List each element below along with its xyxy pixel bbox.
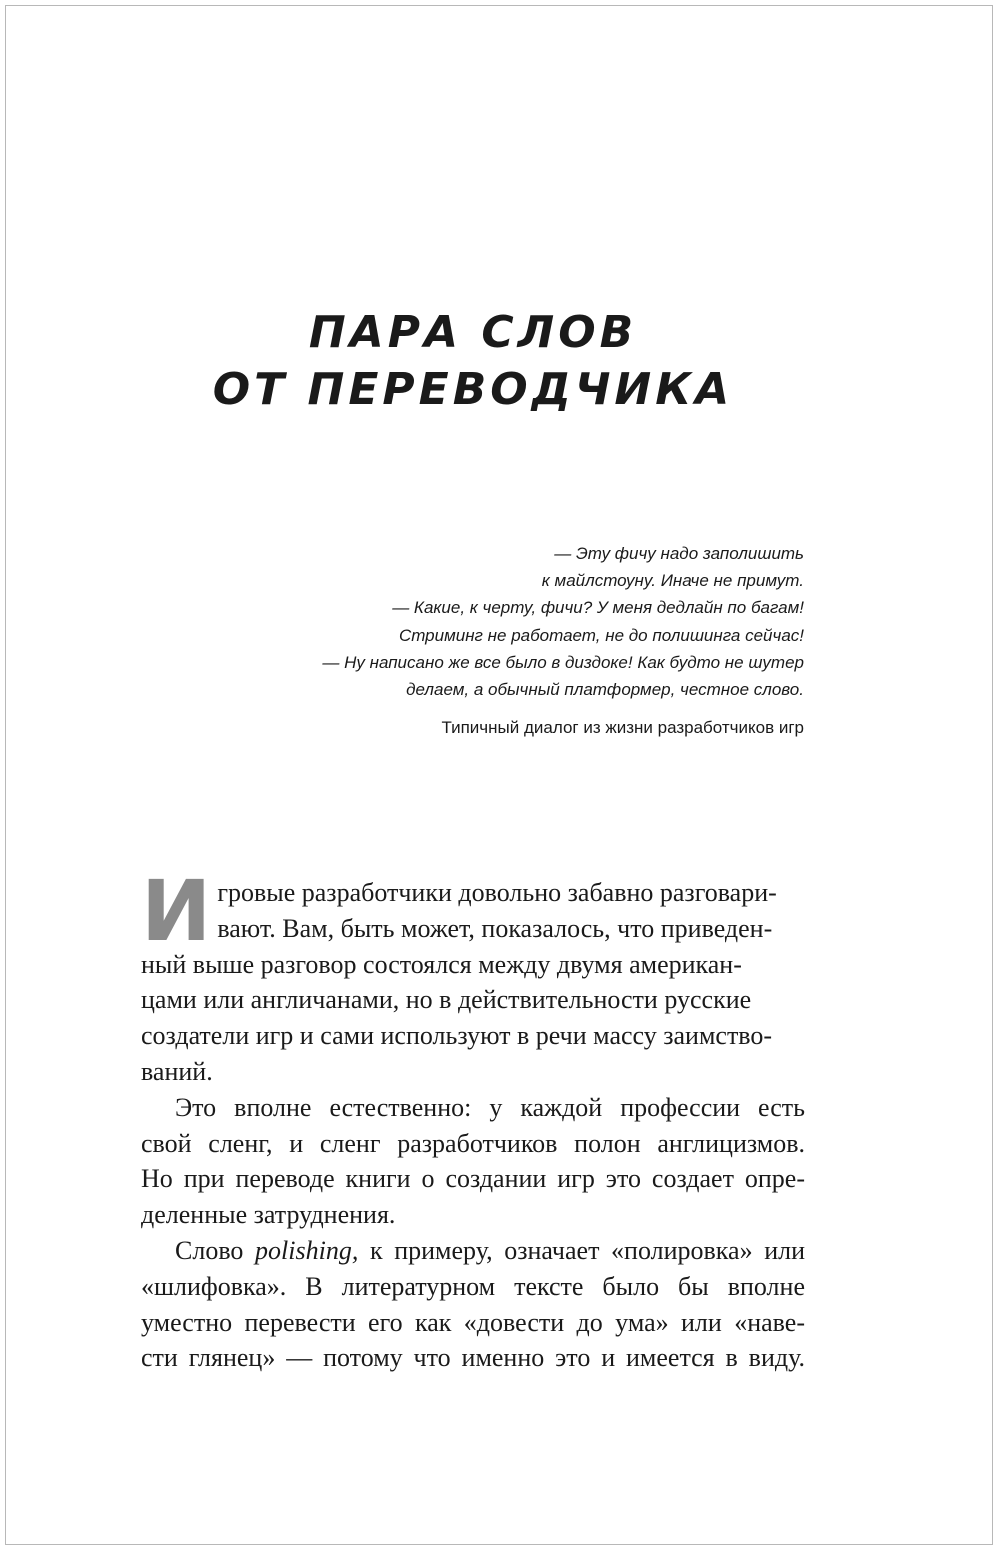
- epigraph-line: — Эту фичу надо заполишить: [554, 544, 804, 563]
- paragraph-line: [141, 1233, 805, 1269]
- paragraph-line: сти глянец» — потому что именно это и имеется в виду.: [141, 1343, 805, 1373]
- paragraph-line: гровые разработчики довольно забавно разговари-: [217, 878, 777, 907]
- paragraph-line: ваний.: [141, 1056, 213, 1086]
- epigraph-line: делаем, а обычный платформер, честное слово.: [406, 680, 804, 700]
- paragraph-line: свой сленг, и сленг разработчиков полон англицизмов.: [141, 1128, 805, 1158]
- paragraph-3: [141, 1233, 805, 1376]
- paragraph-line: создатели игр и сами используют в речи массу заимство-: [141, 1021, 773, 1051]
- epigraph-line: — Какие, к черту, фичи? У меня дедлайн по багам!: [392, 598, 804, 618]
- epigraph-line: к майлстоуну. Иначе не примут.: [541, 571, 804, 591]
- epigraph-line: — Ну написано же все было в диздоке! Как будто не шутер: [322, 652, 804, 672]
- paragraph-line: «шлифовка». В литературном тексте было бы вполне: [141, 1271, 805, 1301]
- chapter-title-line-1: ПАРА СЛОВ: [308, 307, 638, 358]
- paragraph-line: Это вполне естественно: у каждой профессии есть: [175, 1092, 805, 1122]
- paragraph-line: уместно перевести его как «довести до ума» или «наве-: [141, 1307, 805, 1337]
- paragraph-text: Слово: [175, 1235, 256, 1265]
- chapter-title: [0, 304, 946, 418]
- epigraph-source: Типичный диалог из жизни разработчиков игр: [441, 718, 804, 738]
- paragraph-text: к примеру, означает «полировка» или: [358, 1235, 805, 1265]
- paragraph-line: ный выше разговор состоялся между двумя американ-: [141, 949, 742, 979]
- paragraph-1: [141, 862, 805, 1090]
- paragraph-line: Но при переводе книги о создании игр это создает опре-: [141, 1164, 805, 1194]
- epigraph-line: Стриминг не работает, не до полишинга сейчас!: [398, 625, 804, 645]
- epigraph: [322, 540, 804, 741]
- chapter-title-line-2: ОТ ПЕРЕВОДЧИКА: [212, 364, 734, 415]
- body-text: [141, 862, 805, 1376]
- italic-term: polishing,: [255, 1235, 359, 1265]
- drop-cap: И: [141, 862, 212, 960]
- paragraph-line: деленные затруднения.: [141, 1200, 396, 1230]
- paragraph-line: цами или англичанами, но в действительности русские: [141, 985, 752, 1015]
- epigraph-quote: [322, 540, 804, 703]
- paragraph-2: [141, 1090, 805, 1233]
- paragraph-line: вают. Вам, быть может, показалось, что приведен-: [217, 913, 773, 943]
